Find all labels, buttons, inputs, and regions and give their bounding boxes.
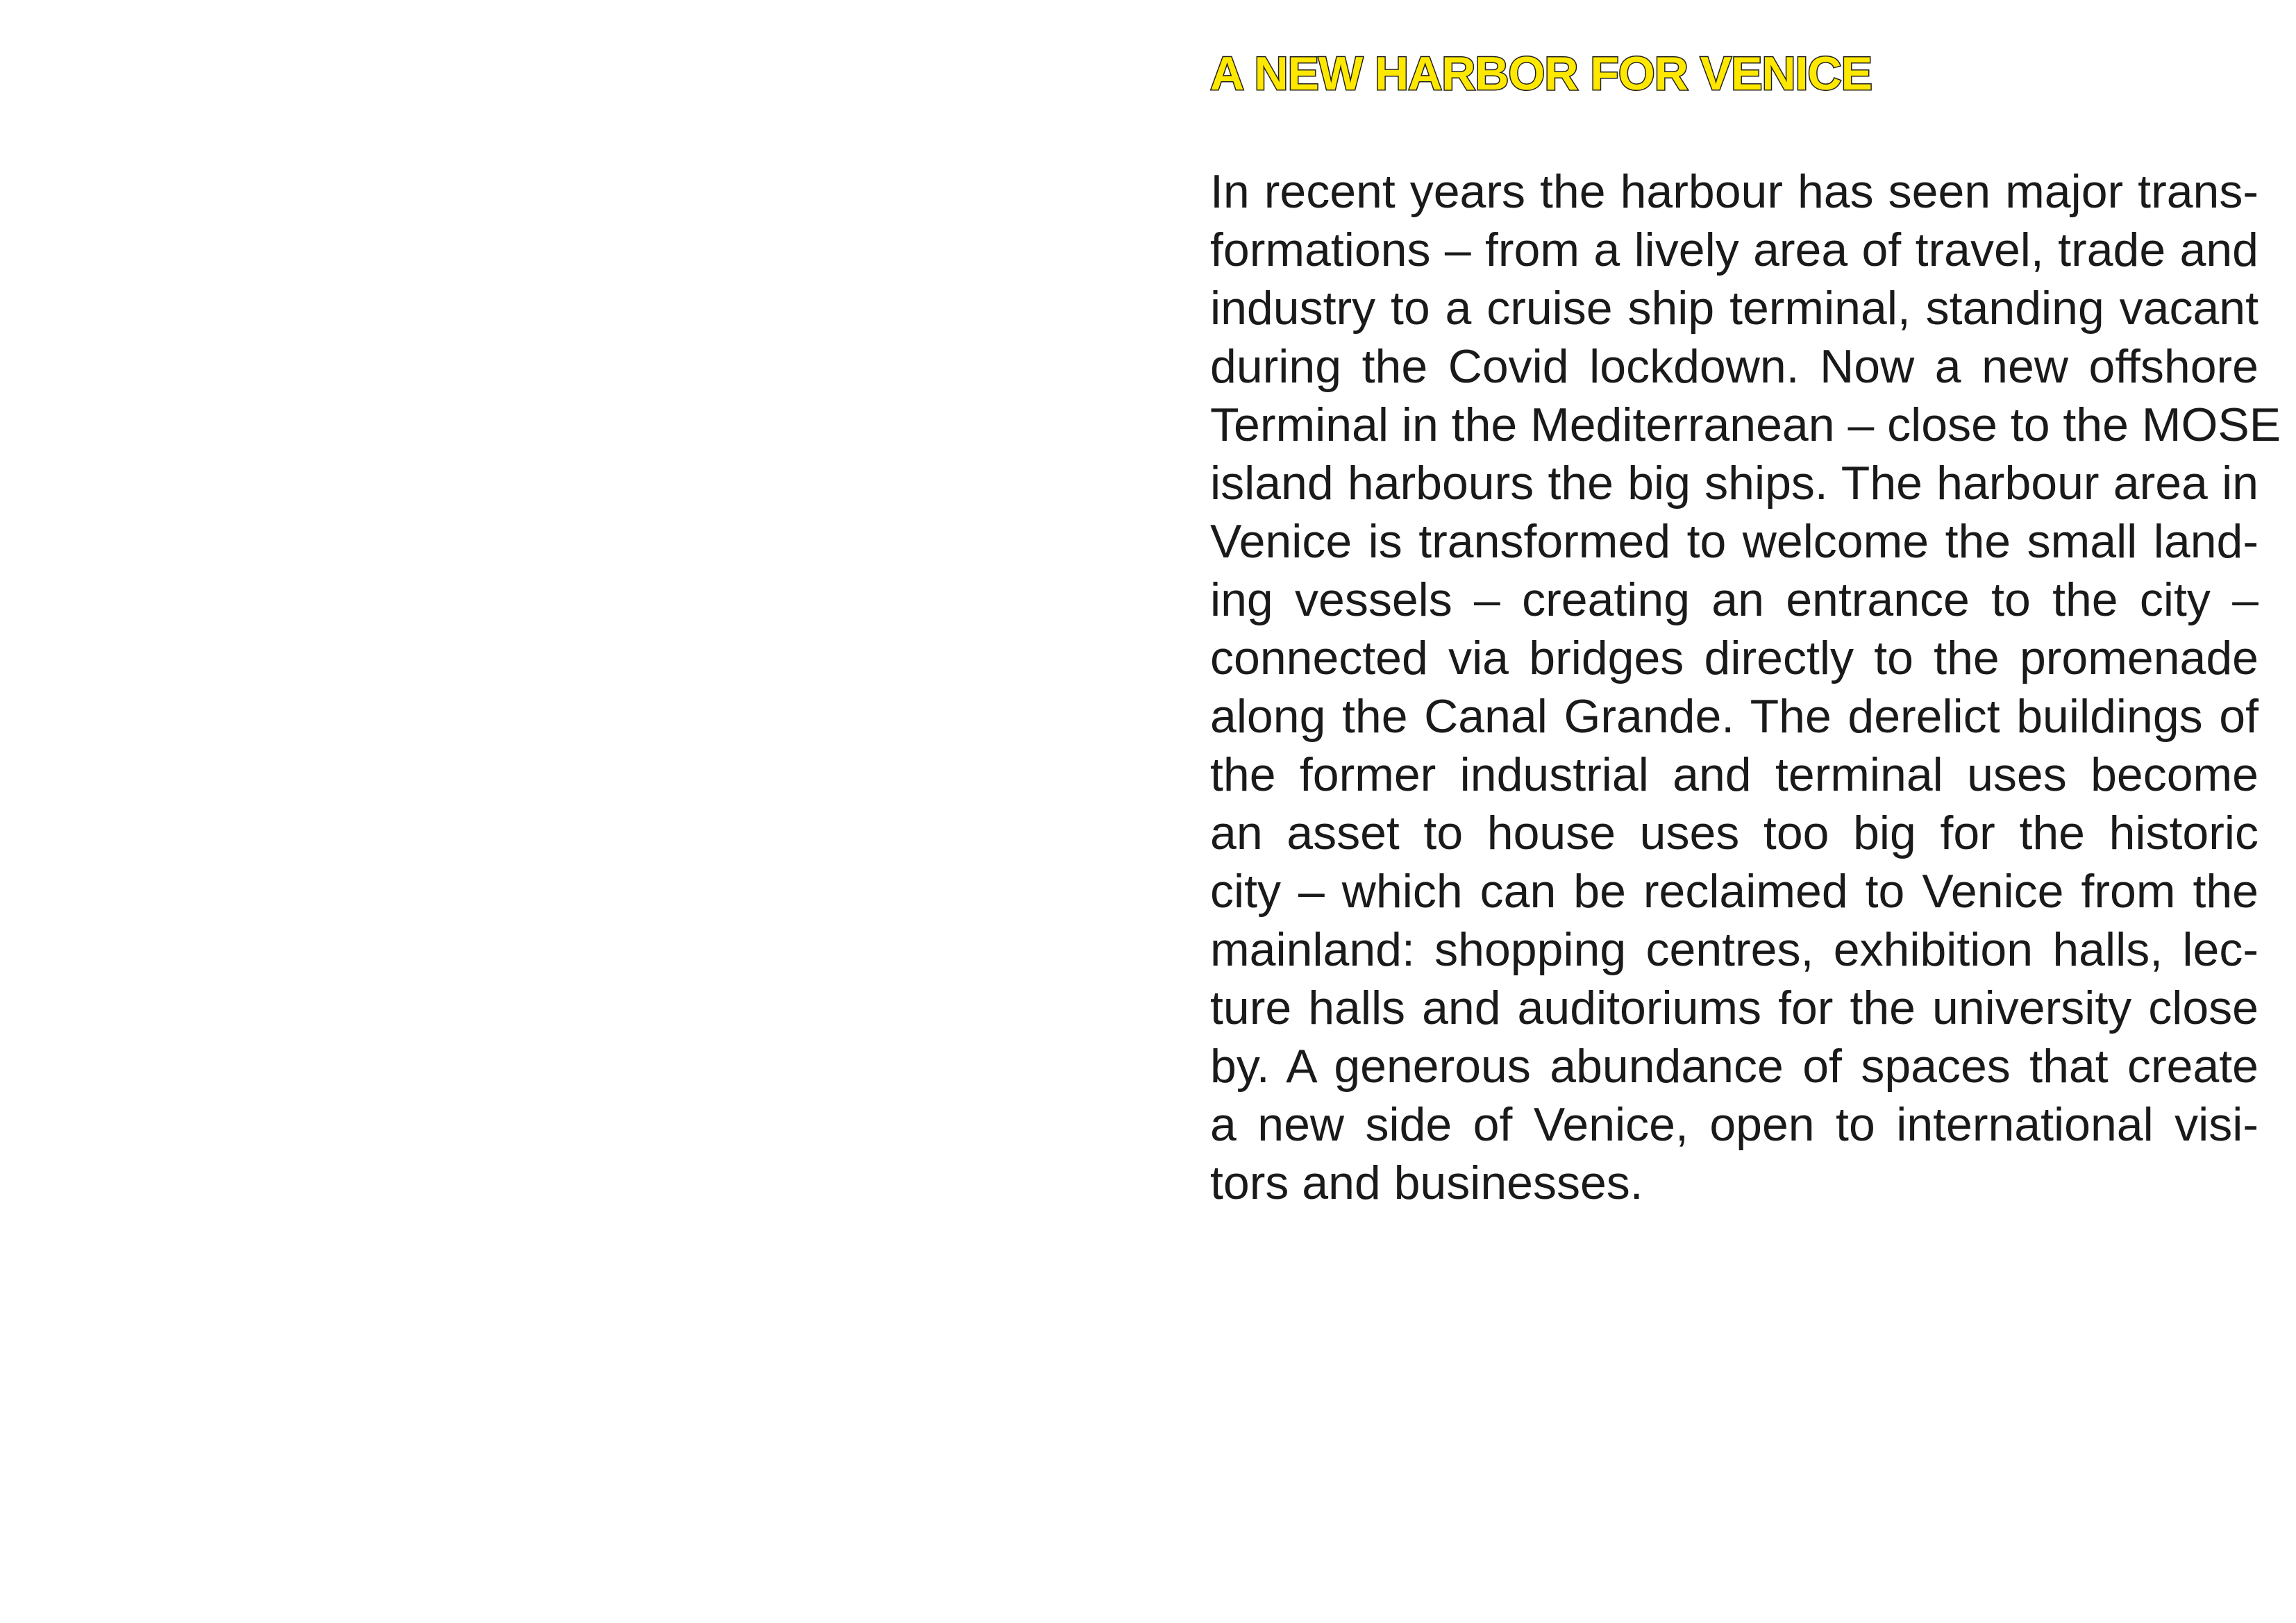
- body-line: industry to a cruise ship terminal, standing vacant: [1210, 282, 2259, 335]
- body-line: Venice is transformed to welcome the small land-: [1210, 515, 2259, 568]
- body-line: along the Canal Grande. The derelict buildings of: [1210, 690, 2259, 743]
- body-line: ture halls and auditoriums for the university close: [1210, 982, 2259, 1034]
- right-page: [1148, 0, 2296, 1623]
- body-line: a new side of Venice, open to international visi-: [1210, 1098, 2259, 1151]
- article: [1210, 39, 2281, 1212]
- headline: A NEW HARBOR FOR VENICE: [1210, 47, 1872, 100]
- body-line: connected via bridges directly to the promenade: [1210, 632, 2259, 684]
- body-line: mainland: shopping centres, exhibition halls, lec-: [1210, 923, 2259, 976]
- body-line: the former industrial and terminal uses become: [1210, 748, 2259, 801]
- body-line: city – which can be reclaimed to Venice from the: [1210, 865, 2259, 918]
- body-paragraph: [1210, 162, 2281, 1212]
- body-line: during the Covid lockdown. Now a new offshore: [1210, 340, 2259, 393]
- body-line: formations – from a lively area of travel, trade and: [1210, 224, 2259, 276]
- body-line-last: tors and businesses.: [1210, 1157, 1643, 1209]
- body-line: island harbours the big ships. The harbour area in: [1210, 457, 2259, 510]
- body-line: by. A generous abundance of spaces that create: [1210, 1040, 2259, 1093]
- body-line: ing vessels – creating an entrance to the city –: [1210, 573, 2259, 626]
- body-line: In recent years the harbour has seen major trans-: [1210, 165, 2259, 218]
- body-line: Terminal in the Mediterranean – close to the MOSE: [1210, 398, 2281, 451]
- body-line: an asset to house uses too big for the historic: [1210, 807, 2259, 859]
